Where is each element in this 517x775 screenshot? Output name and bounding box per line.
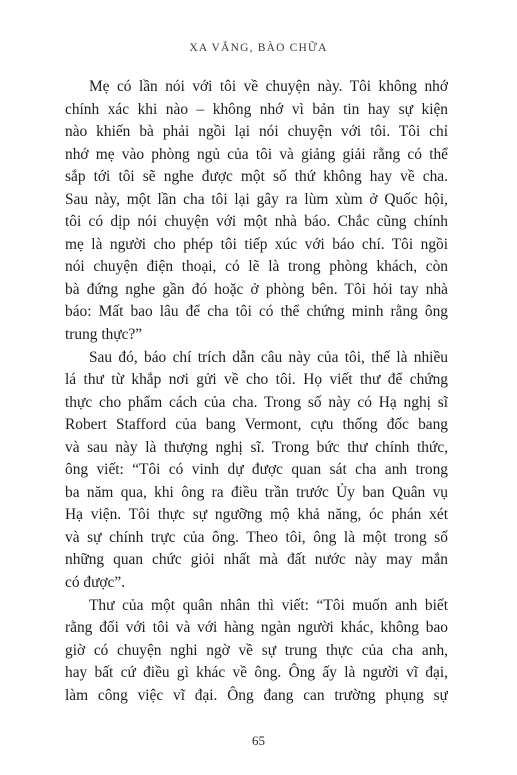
text-line: giờ có chuyện nghi ngờ về sự trung thực của cha anh,: [65, 641, 448, 659]
text-line: rằng đối với tôi và với hàng ngàn người khác, không bao: [65, 619, 448, 637]
text-line: và sự chính trực của ông. Theo tôi, ông là một trong số: [65, 528, 448, 546]
page-number: 65: [252, 733, 265, 748]
paragraph: [65, 595, 448, 708]
text-line: lá thư từ khắp nơi gửi về cho tôi. Họ viết thư để chứng: [65, 371, 448, 389]
text-line: có được”.: [65, 574, 126, 592]
text-line: trung thực?”: [65, 326, 143, 344]
text-line: nhớ mẹ vào phòng ngủ của tôi và giảng giải rằng có thể: [65, 145, 448, 163]
text-line: bà đứng nghe gần đó hoặc ở phòng bên. Tôi hỏi tay nhà: [65, 280, 448, 298]
text-line: nói chuyện điện thoại, có lẽ là trong phòng khách, còn: [65, 258, 448, 276]
text-line: mẹ là người cho phép tôi tiếp xúc với báo chí. Tôi ngồi: [65, 235, 448, 253]
text-line: chính xác khi nào – không nhớ vì bản tin hay sự kiện: [65, 100, 448, 118]
text-line: nào khiến bà phải ngồi lại nói chuyện với tôi. Tôi chỉ: [65, 123, 448, 141]
text-line: Sau này, một lần cha tôi lại gây ra lùm xùm ở Quốc hội,: [65, 190, 448, 208]
text-line: làm công việc vĩ đại. Ông đang can trường phụng sự: [65, 686, 448, 704]
text-line: báo: Mất bao lâu để cha tôi có thể chứng minh rằng ông: [65, 303, 448, 321]
text-line: Sau đó, báo chí trích dẫn câu này của tôi, thế là nhiều: [89, 348, 448, 366]
text-line: Robert Stafford của bang Vermont, cựu thống đốc bang: [65, 416, 448, 434]
text-line: sắp tới tôi sẽ nghe được một số thứ không hay về cha.: [65, 168, 448, 186]
text-line: những quan chức giỏi nhất mà đất nước này may mắn: [65, 551, 448, 569]
text-line: hay bất cứ điều gì khác về ông. Ông ấy là người vĩ đại,: [65, 664, 448, 682]
text-line: tôi có dịp nói chuyện với một nhà báo. Chắc cũng chính: [65, 213, 448, 231]
body-text: [65, 76, 448, 707]
text-line: và sau này là thượng nghị sĩ. Trong bức thư chính thức,: [65, 438, 448, 456]
text-line: Mẹ có lần nói với tôi về chuyện này. Tôi không nhớ: [89, 78, 448, 95]
running-head: XA VẮNG, BÀO CHỮA: [189, 42, 328, 54]
text-line: thực cho phẩm cách của cha. Trong số này có Hạ nghị sĩ: [65, 393, 448, 411]
text-line: Hạ viện. Tôi thực sự ngưỡng mộ khả năng, óc phán xét: [65, 506, 448, 524]
paragraph: [65, 347, 448, 595]
paragraph: [65, 76, 448, 347]
text-line: Thư của một quân nhân thì viết: “Tôi muốn anh biết: [89, 596, 448, 614]
text-line: ông viết: “Tôi có vinh dự được quan sát cha anh trong: [65, 461, 448, 479]
text-line: ba năm qua, khi ông ra điều trần trước Ủy ban Quân vụ: [65, 483, 448, 501]
